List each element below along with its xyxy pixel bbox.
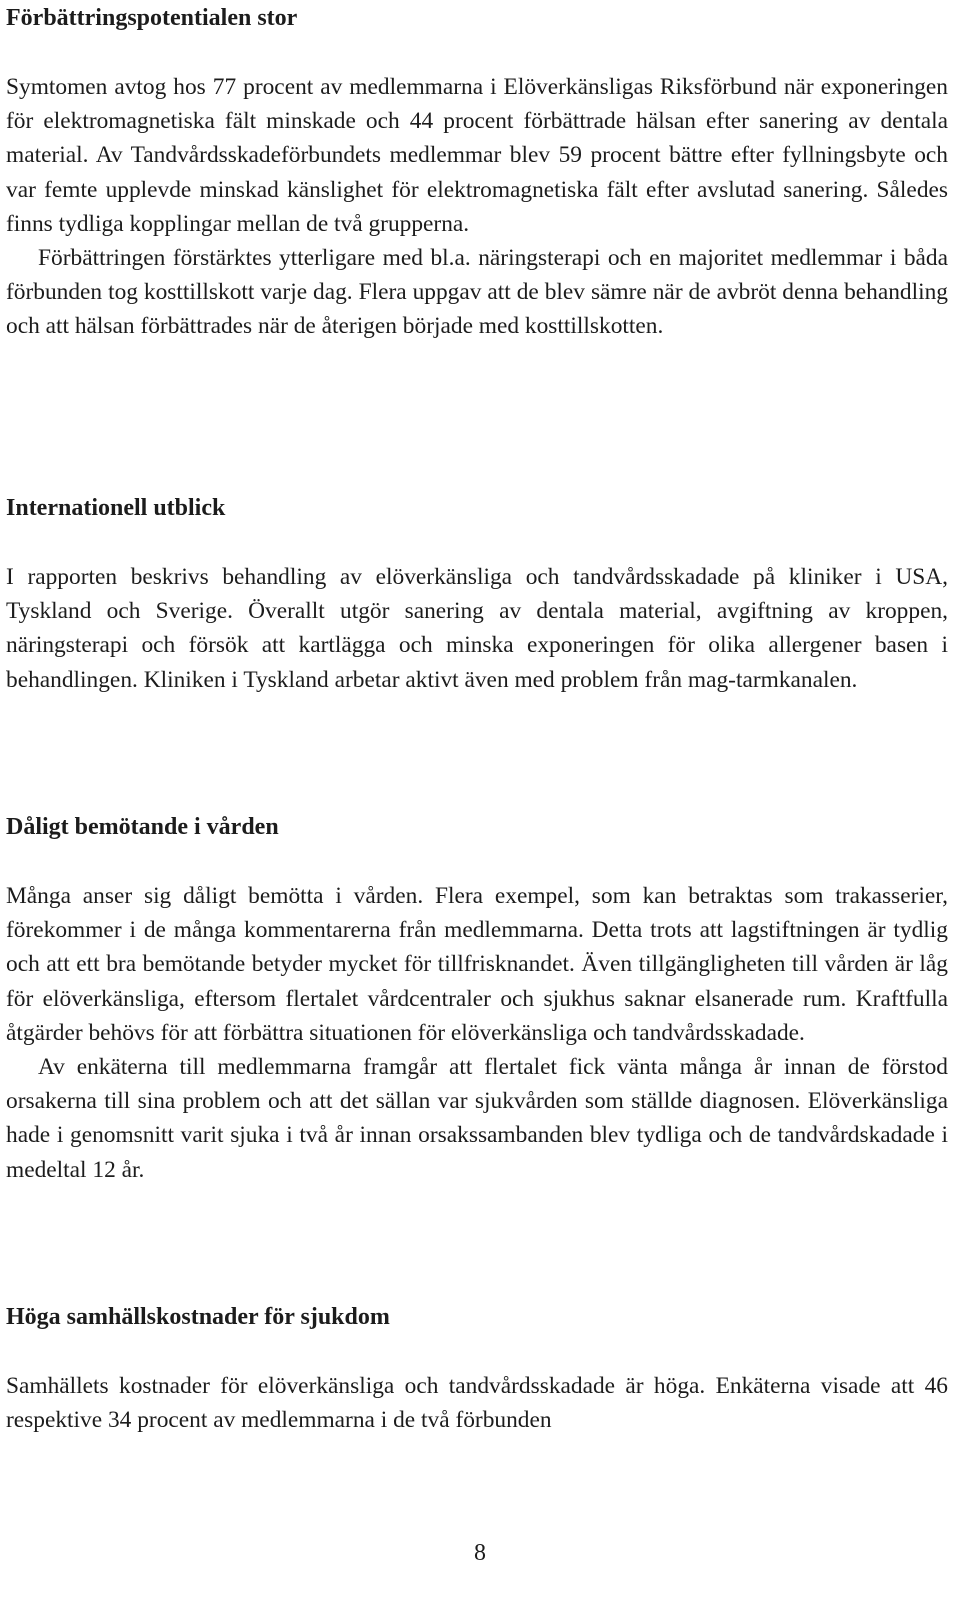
section-body <box>6 560 948 697</box>
section-body <box>6 70 948 344</box>
section-body <box>6 1369 948 1437</box>
paragraph: Av enkäterna till medlemmarna framgår att flertalet fick vänta många år innan de förstod orsakerna till sina problem och att det sällan var sjukvården som ställde diagnosen. Elöverkänsliga hade i genomsnitt varit sjuka i två år innan orsakssambanden blev tydliga och de tandvårdskadade i medeltal 12 år. <box>6 1054 948 1183</box>
section-internationell-utblick <box>6 492 948 697</box>
section-heading: Internationell utblick <box>6 495 226 521</box>
section-hoga-samhallskostnader <box>6 1301 948 1437</box>
section-heading: Förbättringspotentialen stor <box>6 5 298 31</box>
page-number: 8 <box>474 1540 486 1566</box>
paragraph: Symtomen avtog hos 77 procent av medlemmarna i Elöverkänsligas Riksförbund när exponeringen för elektromagnetiska fält minskade och 44 procent förbättrade hälsan efter sanering av dentala material. Av Tandvårdsskadeförbundets medlemmar blev 59 procent bättre efter fyllningsbyte och var femte upplevde minskad känslighet för elektromagnetiska fält efter avslutad sanering. Således finns tydliga kopplingar mellan de två grupperna. <box>6 74 948 237</box>
section-body <box>6 879 948 1187</box>
section-daligt-bemotande <box>6 811 948 1187</box>
section-forbattringspotential <box>6 2 948 344</box>
paragraph: Samhällets kostnader för elöverkänsliga och tandvårdsskadade är höga. Enkäterna visade att 46 respektive 34 procent av medlemmarna i de två förbunden <box>6 1373 948 1434</box>
section-heading: Höga samhällskostnader för sjukdom <box>6 1304 390 1330</box>
paragraph: I rapporten beskrivs behandling av elöverkänsliga och tandvårdsskadade på kliniker i USA, Tyskland och Sverige. Överallt utgör sanering av dentala material, avgiftning av kroppen, näringsterapi och försök att kartlägga och minska exponeringen för olika allergener basen i behandlingen. Kliniken i Tyskland arbetar aktivt även med problem från mag-tarmkanalen. <box>6 564 948 693</box>
paragraph: Förbättringen förstärktes ytterligare med bl.a. näringsterapi och en majoritet medlemmar i båda förbunden tog kosttillskott varje dag. Flera uppgav att de blev sämre när de avbröt denna behandling och att hälsan förbättrades när de återigen började med kosttillskotten. <box>6 245 948 340</box>
paragraph: Många anser sig dåligt bemötta i vården. Flera exempel, som kan betraktas som trakasserier, förekommer i de många kommentarerna från medlemmarna. Detta trots att lagstiftningen är tydlig och att ett bra bemötande betyder mycket för tillfrisknandet. Även tillgängligheten till vården är låg för elöverkänsliga, eftersom flertalet vårdcentraler och sjukhus saknar elsanerade rum. Kraftfulla åtgärder behövs för att förbättra situationen för elöverkänsliga och tandvårdsskadade. <box>6 883 948 1046</box>
section-heading: Dåligt bemötande i vården <box>6 814 279 840</box>
